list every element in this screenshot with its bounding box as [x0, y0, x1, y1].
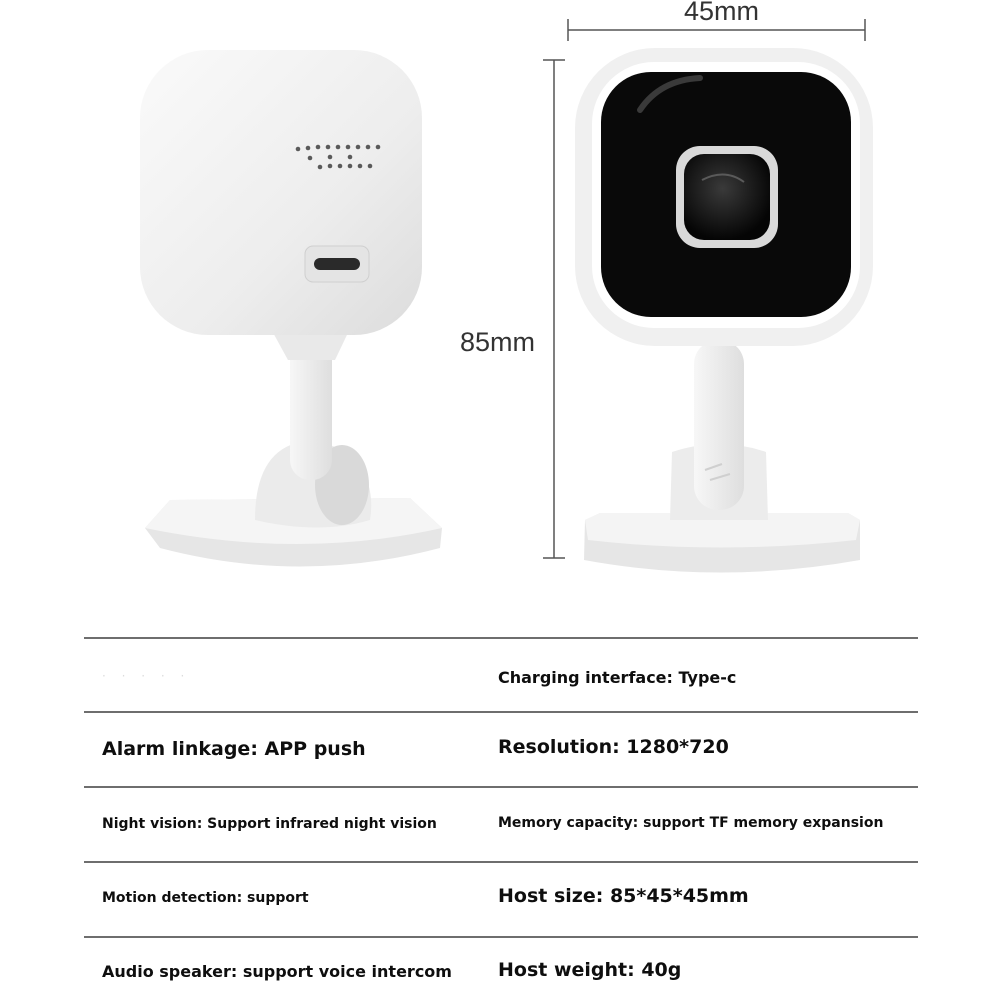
spec-night-vision: Night vision: Support infrared night vision	[102, 816, 437, 832]
spec-resolution: Resolution: 1280*720	[498, 736, 729, 758]
table-rule	[84, 861, 918, 863]
width-dimension-label: 45mm	[684, 0, 760, 26]
spec-host-weight: Host weight: 40g	[498, 959, 682, 981]
spec-host-size: Host size: 85*45*45mm	[498, 885, 749, 907]
spec-memory-capacity: Memory capacity: support TF memory expansion	[498, 815, 884, 831]
spec-row1-left: · · · · ·	[102, 669, 191, 683]
table-rule	[84, 936, 918, 938]
camera-back-view	[140, 50, 442, 567]
table-rule	[84, 786, 918, 788]
camera-lens-icon	[676, 146, 778, 248]
spec-motion-detection: Motion detection: support	[102, 890, 309, 906]
camera-front-view	[575, 48, 873, 573]
usb-c-port-icon	[305, 246, 369, 282]
height-dimension-line	[543, 60, 565, 558]
spec-charging-interface: Charging interface: Type-c	[498, 668, 737, 687]
table-rule	[84, 711, 918, 713]
table-rule	[84, 637, 918, 639]
spec-audio-speaker: Audio speaker: support voice intercom	[102, 962, 452, 981]
spec-alarm-linkage: Alarm linkage: APP push	[102, 738, 366, 760]
height-dimension-label: 85mm	[460, 327, 536, 357]
